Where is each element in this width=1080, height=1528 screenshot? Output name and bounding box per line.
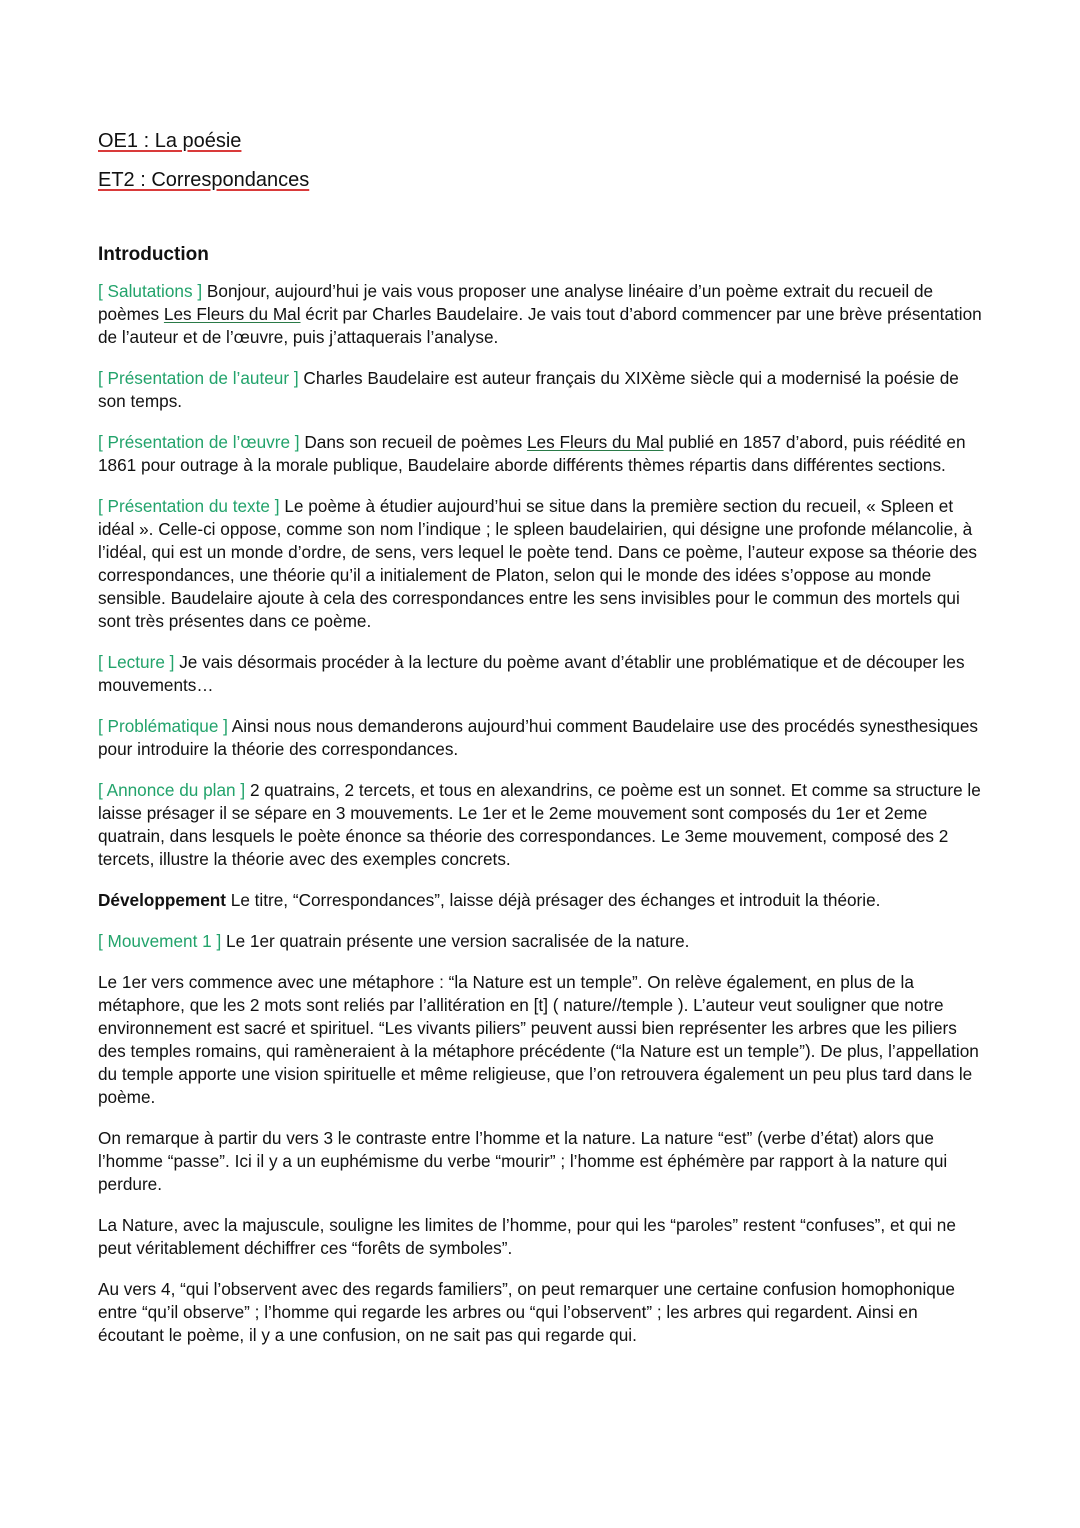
texte-tag: [ Présentation du texte ] — [98, 496, 280, 516]
texte-paragraph — [98, 495, 984, 633]
mouvement-1-tag: [ Mouvement 1 ] — [98, 931, 222, 951]
mouvement-1-text: Le 1er quatrain présente une version sacralisée de la nature. — [221, 931, 690, 951]
analysis-paragraph-1: Le 1er vers commence avec une métaphore : “la Nature est un temple”. On relève également, en plus de la métaphore, que les 2 mots sont reliés par l’allitération en [t] ( nature//temple ). L’auteur veut souligner que notre environnement est sacré et spirituel. “Les vivants piliers” peuvent aussi bien représenter les arbres que les piliers des temples romains, qui ramèneraient à la métaphore précédente (“la Nature est un temple”). De plus, l’appellation du temple apporte une vision spirituelle et même religieuse, que l’on retrouvera également un peu plus tard dans le poème. — [98, 972, 979, 1107]
plan-paragraph — [98, 779, 984, 871]
problematique-tag: [ Problématique ] — [98, 716, 228, 736]
analysis-paragraph-3: La Nature, avec la majuscule, souligne les limites de l’homme, pour qui les “paroles” restent “confuses”, et qui ne peut véritablement déchiffrer ces “forêts de symboles”. — [98, 1215, 956, 1258]
analysis-paragraph-2: On remarque à partir du vers 3 le contraste entre l’homme et la nature. La nature “est” (verbe d’état) alors que l’homme “passe”. Ici il y a un euphémisme du verbe “mourir” ; l’homme est éphémère par rapport à la nature qui perdure. — [98, 1128, 948, 1194]
developpement-paragraph — [98, 889, 984, 912]
auteur-paragraph — [98, 367, 984, 413]
developpement-text: Le titre, “Correspondances”, laisse déjà présager des échanges et introduit la théorie. — [225, 890, 881, 910]
analysis-paragraph-4: Au vers 4, “qui l’observent avec des regards familiers”, on peut remarquer une certaine confusion homophonique entre “qu’il observe” ; l’homme qui regarde les arbres ou “qui l’observent” ; les arbres qui regardent. Ainsi en écoutant le poème, il y a une confusion, on ne sait pas qui regarde qui. — [98, 1279, 955, 1345]
problematique-paragraph — [98, 715, 984, 761]
salutations-tag: [ Salutations ] — [98, 281, 203, 301]
salutations-text-1: Bonjour, aujourd’hui je vais vous proposer une analyse linéaire d’un poème extrait du recueil de poèmes — [98, 281, 934, 324]
lecture-paragraph — [98, 651, 984, 697]
study-title: ET2 : Correspondances — [98, 169, 310, 191]
problematique-text: Ainsi nous nous demanderons aujourd’hui comment Baudelaire use des procédés synesthesiques pour introduire la théorie des correspondances. — [98, 716, 978, 759]
mouvement-1-paragraph — [98, 930, 984, 953]
oeuvre-text-1: Dans son recueil de poèmes — [299, 432, 527, 452]
book-title: Les Fleurs du Mal — [526, 432, 664, 452]
oeuvre-paragraph — [98, 431, 984, 477]
plan-text: 2 quatrains, 2 tercets, et tous en alexandrins, ce poème est un sonnet. Et comme sa structure le laisse présager il se sépare en 3 mouvements. Le 1er et le 2eme mouvement sont composés du 1er et 2eme quatrain, dans lesquels le poète énonce sa théorie des correspondances. Le 3eme mouvement, composé des 2 tercets, illustre la théorie avec des exemples concrets. — [98, 780, 981, 869]
lecture-text: Je vais désormais procéder à la lecture du poème avant d’établir une problématique et de découper les mouvements… — [98, 652, 965, 695]
plan-tag: [ Annonce du plan ] — [98, 780, 246, 800]
introduction-heading: Introduction — [98, 244, 209, 265]
auteur-tag: [ Présentation de l’auteur ] — [98, 368, 299, 388]
lecture-tag: [ Lecture ] — [98, 652, 175, 672]
oeuvre-text-2: publié en 1857 d’abord, puis réédité en 1861 pour outrage à la morale publique, Baudelaire aborde différents thèmes répartis dans différentes sections. — [98, 432, 966, 475]
course-title: OE1 : La poésie — [98, 130, 242, 152]
texte-text: Le poème à étudier aujourd’hui se situe dans la première section du recueil, « Spleen et idéal ». Celle-ci oppose, comme son nom l’indique ; le spleen baudelairien, qui désigne une profonde mélancolie, à l’idéal, qui est un monde d’ordre, de sens, vers lequel le poète tend. Dans ce poème, l’auteur expose sa théorie des correspondances, une théorie qu’il a initialement de Platon, selon qui le monde des idées s’oppose au monde sensible. Baudelaire ajoute à cela des correspondances entre les sens invisibles pour le commun des mortels qui sont très présentes dans ce poème. — [98, 496, 978, 631]
auteur-text: Charles Baudelaire est auteur français du XIXème siècle qui a modernisé la poésie de son temps. — [98, 368, 959, 411]
book-title: Les Fleurs du Mal — [163, 304, 301, 324]
developpement-label: Développement — [98, 890, 226, 910]
oeuvre-tag: [ Présentation de l’œuvre ] — [98, 432, 300, 452]
salutations-paragraph — [98, 280, 984, 349]
salutations-text-2: écrit par Charles Baudelaire. Je vais tout d’abord commencer par une brève présentation de l’auteur et de l’œuvre, puis j’attaquerais l’analyse. — [98, 304, 982, 347]
